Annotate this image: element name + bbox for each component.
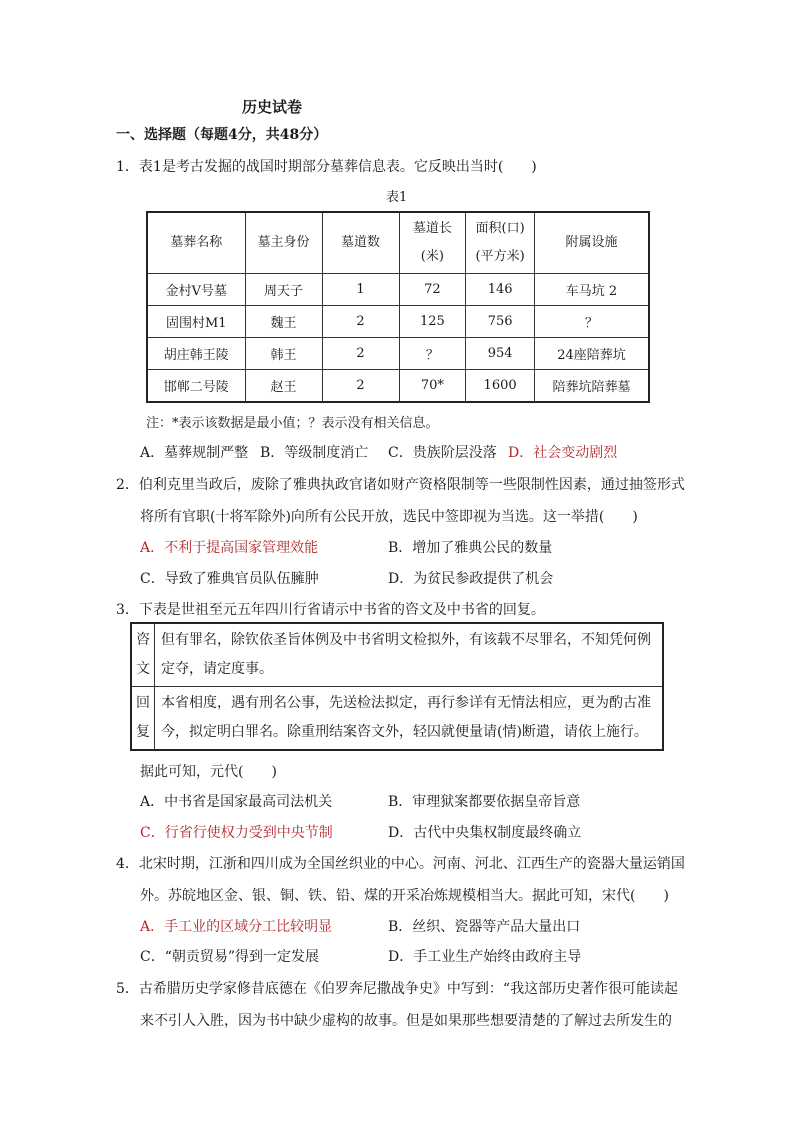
table-cell: 金村Ⅴ号墓: [147, 274, 245, 306]
table-cell: 固围村M1: [147, 306, 245, 338]
table-cell: 756: [466, 306, 535, 338]
table-cell: 70*: [399, 370, 466, 403]
q1-stem: 1．表1是考古发掘的战国时期部分墓葬信息表。它反映出当时( ): [116, 159, 537, 175]
q3-option-b: B．审理狱案都要依据皇帝旨意: [388, 794, 581, 810]
q3-after-text: 据此可知，元代( ): [140, 764, 277, 780]
q4-stem-line1: 4．北宋时期，江浙和四川成为全国丝织业的中心。河南、河北、江西生产的瓷器大量运销国: [116, 856, 685, 872]
q4-option-a: A．手工业的区域分工比较明显: [140, 919, 333, 935]
q5-stem-line1: 5．古希腊历史学家修昔底德在《伯罗奔尼撒战争史》中写到：“我这部历史著作很可能读起: [116, 981, 679, 997]
table-cell: 车马坑 2: [534, 274, 649, 306]
q4-option-c: C．“朝贡贸易”得到一定发展: [140, 949, 320, 965]
section-heading: 一、选择题（每题4分，共48分）: [116, 127, 328, 143]
table-cell: ？: [399, 338, 466, 370]
table-row: [131, 623, 663, 687]
table-cell: 魏王: [245, 306, 322, 338]
table-cell: 24座陪葬坑: [534, 338, 649, 370]
text-line: 但有罪名，除钦依圣旨体例及中书省明文检拟外，有该载不尽罪名，不知凭何例: [161, 632, 651, 648]
q2-stem-line2: 将所有官职(十将军除外)向所有公民开放，选民中签即视为当选。这一举措( ): [140, 509, 638, 525]
page-title: 历史试卷: [242, 98, 303, 116]
q4-option-d: D．手工业生产始终由政府主导: [388, 949, 582, 965]
q2-option-d: D．为贫民参政提供了机会: [388, 571, 554, 587]
table-cell: 2: [322, 338, 399, 370]
document-table: [130, 622, 664, 751]
table-cell: 954: [466, 338, 535, 370]
q1-option-d: D．社会变动剧烈: [508, 445, 618, 461]
table-header-cell: [399, 212, 466, 274]
q1-option-a: A．墓葬规制严整: [140, 445, 249, 461]
table-cell: 邯郸二号陵: [147, 370, 245, 403]
table-row: [131, 687, 663, 751]
header-text-length-unit: (米): [420, 249, 444, 264]
table-cell: 2: [322, 306, 399, 338]
table-header-cell: 墓主身份: [245, 212, 322, 274]
q2-option-a: A．不利于提高国家管理效能: [140, 540, 319, 556]
label-char: 文: [136, 661, 150, 677]
table-header-row: [147, 212, 649, 274]
table-header-cell: 附属设施: [534, 212, 649, 274]
q3-stem: 3．下表是世祖至元五年四川行省请示中书省的咨文及中书省的回复。: [116, 602, 545, 618]
table1-caption: 表1: [386, 190, 408, 205]
table-cell: 1: [322, 274, 399, 306]
table-cell: 胡庄韩王陵: [147, 338, 245, 370]
table-cell: ？: [534, 306, 649, 338]
q2-stem-line1: 2．伯利克里当政后，废除了雅典执政官诸如财产资格限制等一些限制性因素，通过抽签形式: [116, 477, 685, 493]
table-cell: 韩王: [245, 338, 322, 370]
label-char: 回: [136, 695, 150, 711]
table-header-cell: 墓道数: [322, 212, 399, 274]
label-cell: [131, 623, 155, 687]
text-line: 定夺，请定度事。: [161, 661, 273, 677]
label-cell: [131, 687, 155, 751]
q2-option-b: B．增加了雅典公民的数量: [388, 540, 553, 556]
q1-option-c: C．贵族阶层没落: [388, 445, 497, 461]
text-cell: [155, 623, 664, 687]
table-cell: 赵王: [245, 370, 322, 403]
table-row: [147, 306, 649, 338]
table-cell: 陪葬坑陪葬墓: [534, 370, 649, 403]
q4-option-b: B．丝织、瓷器等产品大量出口: [388, 919, 581, 935]
label-char: 复: [136, 724, 150, 740]
q3-option-a: A．中书省是国家最高司法机关: [140, 794, 333, 810]
q2-option-c: C．导致了雅典官员队伍臃肿: [140, 571, 319, 587]
table-header-cell: [466, 212, 535, 274]
text-line: 本省相度，遇有刑名公事，先送检法拟定，再行参详有无情法相应，更为酌古准: [161, 695, 651, 711]
table1-note: 注：*表示该数据是最小值；？表示没有相关信息。: [146, 416, 439, 431]
table-cell: 1600: [466, 370, 535, 403]
header-text-area-unit: (平方米): [475, 249, 525, 264]
table-row: [147, 274, 649, 306]
table-cell: 146: [466, 274, 535, 306]
table-header-cell: 墓葬名称: [147, 212, 245, 274]
q1-option-b: B．等级制度消亡: [260, 445, 369, 461]
table-cell: 125: [399, 306, 466, 338]
tomb-info-table: [146, 211, 650, 403]
q3-option-d: D．古代中央集权制度最终确立: [388, 825, 582, 841]
table-cell: 72: [399, 274, 466, 306]
text-line: 今，拟定明白罪名。除重刑结案咨文外，轻囚就便量请(情)断遣，请依上施行。: [161, 724, 648, 740]
label-char: 咨: [136, 632, 150, 648]
q4-stem-line2: 外。苏皖地区金、银、铜、铁、铅、煤的开采冶炼规模相当大。据此可知，宋代( ): [140, 888, 669, 904]
table-cell: 2: [322, 370, 399, 403]
table-row: [147, 370, 649, 403]
q5-stem-line2: 来不引人入胜，因为书中缺少虚构的故事。但是如果那些想要清楚的了解过去所发生的: [140, 1013, 672, 1029]
table-cell: 周天子: [245, 274, 322, 306]
q3-option-c: C．行省行使权力受到中央节制: [140, 825, 333, 841]
header-text-area: 面积(口): [475, 221, 525, 236]
header-text-length: 墓道长: [412, 221, 452, 236]
text-cell: [155, 687, 664, 751]
table-row: [147, 338, 649, 370]
